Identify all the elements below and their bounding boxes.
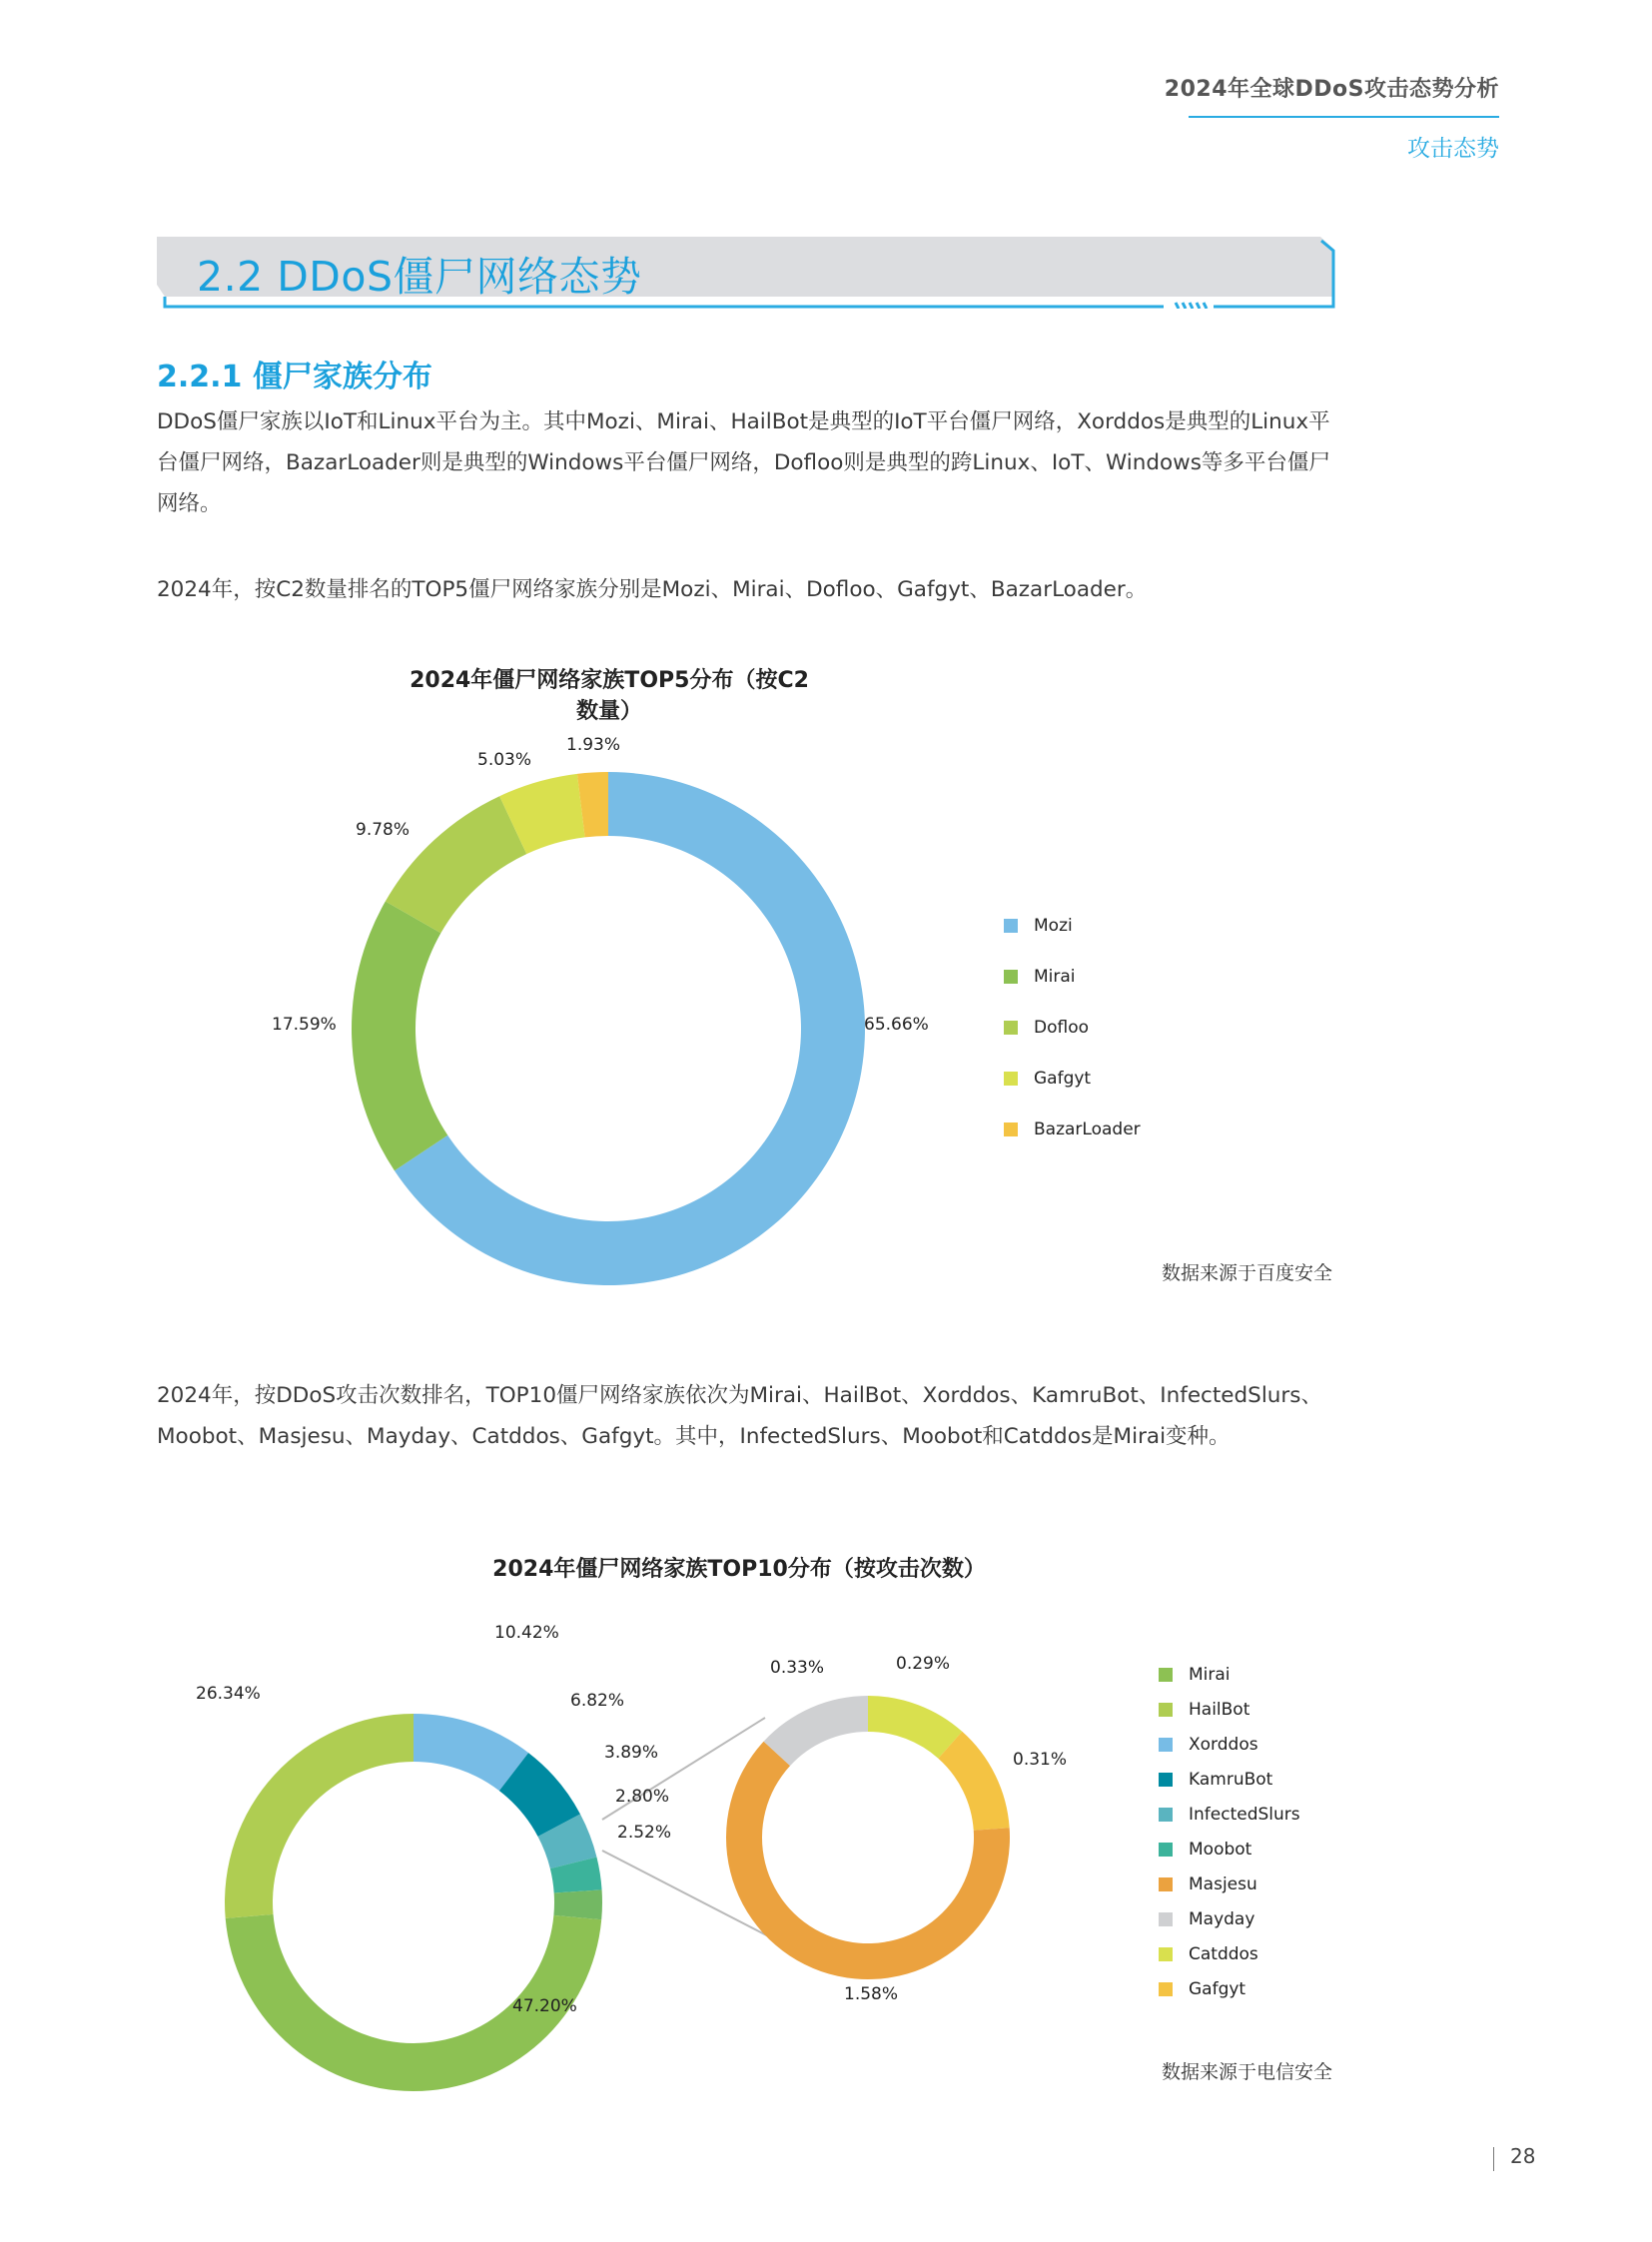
legend-swatch [1004, 1122, 1018, 1136]
paragraph-top10: 2024年，按DDoS攻击次数排名，TOP10僵尸网络家族依次为Mirai、HailBot、Xorddos、KamruBot、InfectedSlurs、Moobot、Masjesu、Mayday、Catddos、Gafgyt。其中，InfectedSlurs、Moobot和Catddos是Mirai变种。 [157, 1383, 1322, 1449]
label-dofloo: 9.78% [356, 820, 411, 840]
report-title: 2024年全球DDoS攻击态势分析 [1164, 77, 1499, 102]
legend-item-masjesu [1159, 1874, 1300, 1894]
section-tag: 攻击态势 [1407, 136, 1499, 162]
legend-swatch [1159, 1843, 1173, 1857]
chart2-main-donut [225, 1714, 602, 2091]
label-gafgyt: 5.03% [477, 750, 532, 770]
page-number-divider [1493, 2147, 1494, 2171]
paragraph-intro: DDoS僵尸家族以IoT和Linux平台为主。其中Mozi、Mirai、HailBot是典型的IoT平台僵尸网络，Xorddos是典型的Linux平台僵尸网络，BazarLoader则是典型的Windows平台僵尸网络，Dofloo则是典型的跨Linux、IoT、Windows等多平台僵尸网络。 [157, 409, 1330, 516]
label-gafgyt-top10: 0.31% [1013, 1750, 1068, 1770]
legend-item-hailbot [1159, 1700, 1300, 1720]
legend-label: Xorddos [1189, 1735, 1258, 1755]
legend-item-gafgyt [1159, 1979, 1300, 1999]
legend-label: Moobot [1189, 1840, 1252, 1860]
legend-label: Mozi [1034, 916, 1073, 936]
section-title: 2.2 DDoS僵尸网络态势 [197, 253, 642, 301]
label-infectedslurs: 3.89% [604, 1743, 659, 1763]
legend-swatch [1159, 1877, 1173, 1891]
chart1-title: 2024年僵尸网络家族TOP5分布（按C2数量） [410, 668, 809, 724]
chart1-legend [1004, 916, 1141, 1139]
legend-swatch [1004, 1021, 1018, 1035]
legend-swatch [1159, 1982, 1173, 1996]
legend-swatch [1159, 1738, 1173, 1752]
label-bazarloader: 1.93% [566, 735, 621, 755]
label-moobot: 2.80% [615, 1787, 670, 1807]
legend-swatch [1004, 919, 1018, 933]
legend-item-bazarloader [1004, 1120, 1141, 1139]
legend-item-xorddos [1159, 1735, 1300, 1755]
legend-label: Mayday [1189, 1909, 1255, 1929]
legend-label: Gafgyt [1034, 1069, 1092, 1089]
legend-item-mayday [1159, 1909, 1300, 1929]
legend-label: Masjesu [1189, 1874, 1257, 1894]
legend-swatch [1159, 1703, 1173, 1717]
legend-item-kamrubot [1159, 1770, 1300, 1790]
label-hailbot: 26.34% [196, 1684, 261, 1704]
page-number: 28 [1510, 2144, 1536, 2168]
legend-item-dofloo [1004, 1018, 1141, 1038]
chart2-legend [1159, 1665, 1300, 1999]
legend-swatch [1004, 970, 1018, 984]
label-mozi: 65.66% [864, 1015, 929, 1035]
legend-label: Dofloo [1034, 1018, 1090, 1038]
chart2-title: 2024年僵尸网络家族TOP10分布（按攻击次数） [492, 1557, 986, 1582]
label-catddos: 0.29% [896, 1654, 951, 1674]
label-masjesu: 1.58% [844, 1984, 899, 2004]
legend-label: Catddos [1189, 1944, 1258, 1964]
chart1-donut [352, 772, 865, 1285]
label-mirai: 17.59% [272, 1015, 337, 1035]
label-xorddos: 10.42% [494, 1623, 559, 1643]
legend-item-mozi [1004, 916, 1141, 936]
label-kamrubot: 6.82% [570, 1691, 625, 1711]
chart2-source: 数据来源于电信安全 [1161, 2061, 1332, 2083]
chart1-source: 数据来源于百度安全 [1161, 1262, 1332, 1284]
label-mayday: 0.33% [770, 1658, 825, 1678]
legend-label: BazarLoader [1034, 1120, 1141, 1139]
label-other: 2.52% [617, 1823, 672, 1843]
legend-item-mirai [1004, 967, 1141, 987]
paragraph-top5: 2024年，按C2数量排名的TOP5僵尸网络家族分别是Mozi、Mirai、Dofloo、Gafgyt、BazarLoader。 [157, 577, 1148, 602]
legend-label: Mirai [1189, 1665, 1231, 1685]
legend-label: HailBot [1189, 1700, 1250, 1720]
legend-swatch [1004, 1072, 1018, 1086]
legend-item-infectedslurs [1159, 1805, 1300, 1825]
label-mirai-top10: 47.20% [512, 1996, 577, 2016]
legend-label: KamruBot [1189, 1770, 1273, 1790]
legend-swatch [1159, 1773, 1173, 1787]
legend-label: Mirai [1034, 967, 1076, 987]
legend-swatch [1159, 1912, 1173, 1926]
legend-label: InfectedSlurs [1189, 1805, 1300, 1825]
legend-item-catddos [1159, 1944, 1300, 1964]
legend-label: Gafgyt [1189, 1979, 1246, 1999]
legend-item-mirai [1159, 1665, 1300, 1685]
legend-item-moobot [1159, 1840, 1300, 1860]
legend-item-gafgyt [1004, 1069, 1141, 1089]
legend-swatch [1159, 1808, 1173, 1822]
legend-swatch [1159, 1947, 1173, 1961]
subsection-title: 2.2.1 僵尸家族分布 [157, 360, 432, 394]
chart2-breakdown-donut [726, 1696, 1010, 1979]
legend-swatch [1159, 1668, 1173, 1682]
